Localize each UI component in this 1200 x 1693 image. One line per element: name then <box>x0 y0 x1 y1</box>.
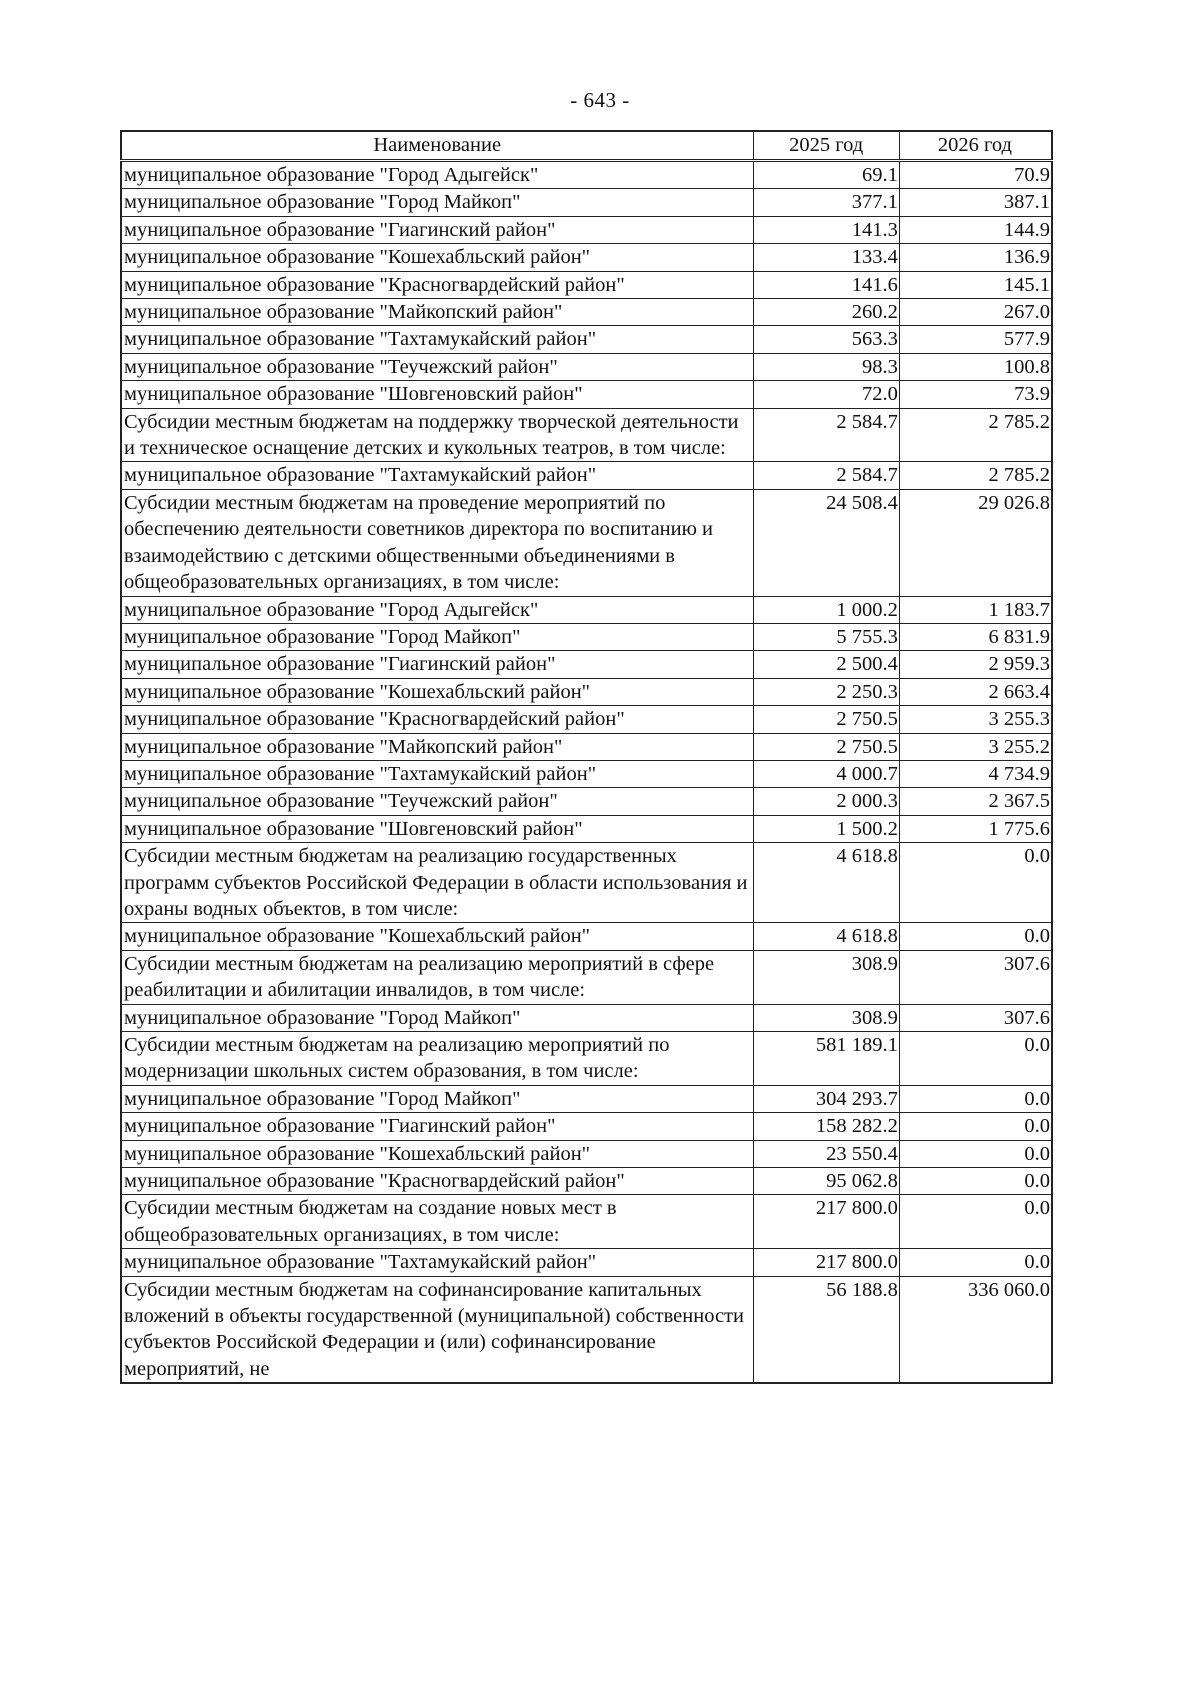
table-row <box>121 353 1052 380</box>
row-name-cell: муниципальное образование "Тахтамукайский район" <box>121 1249 754 1276</box>
row-name-cell: муниципальное образование "Город Адыгейск" <box>121 161 754 189</box>
row-name-cell: Субсидии местным бюджетам на проведение мероприятий по обеспечению деятельности советников директора по воспитанию и взаимодействию с детскими общественными объединениями в общеобразовательных организациях, в том числе: <box>121 489 754 596</box>
table-row <box>121 843 1052 923</box>
table-row <box>121 271 1052 298</box>
row-name-cell: Субсидии местным бюджетам на поддержку творческой деятельности и техническое оснащение детских и кукольных театров, в том числе: <box>121 408 754 462</box>
row-2026-cell: 577.9 <box>899 326 1052 353</box>
row-2026-cell: 0.0 <box>899 1249 1052 1276</box>
row-2026-cell: 3 255.2 <box>899 733 1052 760</box>
row-name-cell: муниципальное образование "Кошехабльский район" <box>121 678 754 705</box>
row-2025-cell: 1 000.2 <box>754 596 900 623</box>
table-row <box>121 733 1052 760</box>
row-name-cell: муниципальное образование "Теучежский район" <box>121 788 754 815</box>
row-2025-cell: 2 584.7 <box>754 408 900 462</box>
row-2025-cell: 2 584.7 <box>754 462 900 489</box>
table-header-row <box>121 131 1052 161</box>
row-2026-cell: 307.6 <box>899 1004 1052 1031</box>
row-name-cell: муниципальное образование "Город Майкоп" <box>121 189 754 216</box>
row-2025-cell: 23 550.4 <box>754 1140 900 1167</box>
budget-table <box>120 130 1053 1384</box>
row-name-cell: муниципальное образование "Город Майкоп" <box>121 1085 754 1112</box>
row-name-cell: Субсидии местным бюджетам на реализацию мероприятий в сфере реабилитации и абилитации инвалидов, в том числе: <box>121 950 754 1004</box>
row-2025-cell: 5 755.3 <box>754 623 900 650</box>
row-2026-cell: 29 026.8 <box>899 489 1052 596</box>
table-row <box>121 1168 1052 1195</box>
row-name-cell: муниципальное образование "Красногвардейский район" <box>121 706 754 733</box>
row-name-cell: муниципальное образование "Майкопский район" <box>121 299 754 326</box>
row-2026-cell: 0.0 <box>899 1113 1052 1140</box>
table-row <box>121 788 1052 815</box>
row-2026-cell: 136.9 <box>899 244 1052 271</box>
row-2026-cell: 0.0 <box>899 1140 1052 1167</box>
row-name-cell: Субсидии местным бюджетам на софинансирование капитальных вложений в объекты государственной (муниципальной) собственности субъектов Российской Федерации и (или) софинансирование мероприятий, не <box>121 1276 754 1383</box>
row-2025-cell: 217 800.0 <box>754 1195 900 1249</box>
table-row <box>121 189 1052 216</box>
table-row <box>121 408 1052 462</box>
row-2025-cell: 141.6 <box>754 271 900 298</box>
table-row <box>121 1249 1052 1276</box>
row-2025-cell: 563.3 <box>754 326 900 353</box>
row-2026-cell: 387.1 <box>899 189 1052 216</box>
table-row <box>121 326 1052 353</box>
header-2026: 2026 год <box>899 131 1052 161</box>
row-2025-cell: 158 282.2 <box>754 1113 900 1140</box>
row-2026-cell: 6 831.9 <box>899 623 1052 650</box>
row-name-cell: Субсидии местным бюджетам на реализацию мероприятий по модернизации школьных систем образования, в том числе: <box>121 1032 754 1086</box>
row-2026-cell: 336 060.0 <box>899 1276 1052 1383</box>
row-2025-cell: 72.0 <box>754 381 900 408</box>
row-2025-cell: 2 750.5 <box>754 706 900 733</box>
row-name-cell: муниципальное образование "Город Майкоп" <box>121 1004 754 1031</box>
row-name-cell: муниципальное образование "Кошехабльский район" <box>121 244 754 271</box>
table-row <box>121 623 1052 650</box>
row-2026-cell: 1 183.7 <box>899 596 1052 623</box>
row-name-cell: муниципальное образование "Шовгеновский район" <box>121 381 754 408</box>
row-2025-cell: 141.3 <box>754 216 900 243</box>
row-name-cell: муниципальное образование "Кошехабльский район" <box>121 1140 754 1167</box>
row-2025-cell: 581 189.1 <box>754 1032 900 1086</box>
table-row <box>121 1195 1052 1249</box>
table-row <box>121 923 1052 950</box>
table-row <box>121 161 1052 189</box>
row-2026-cell: 100.8 <box>899 353 1052 380</box>
row-2025-cell: 308.9 <box>754 1004 900 1031</box>
header-name: Наименование <box>121 131 754 161</box>
table-row <box>121 678 1052 705</box>
row-name-cell: муниципальное образование "Тахтамукайский район" <box>121 760 754 787</box>
table-row <box>121 462 1052 489</box>
row-2026-cell: 3 255.3 <box>899 706 1052 733</box>
row-2025-cell: 2 250.3 <box>754 678 900 705</box>
row-name-cell: муниципальное образование "Майкопский район" <box>121 733 754 760</box>
row-2026-cell: 70.9 <box>899 161 1052 189</box>
row-2026-cell: 0.0 <box>899 923 1052 950</box>
table-row <box>121 1140 1052 1167</box>
row-name-cell: муниципальное образование "Красногвардейский район" <box>121 1168 754 1195</box>
table-body <box>121 161 1052 1384</box>
row-name-cell: муниципальное образование "Город Адыгейск" <box>121 596 754 623</box>
row-2026-cell: 0.0 <box>899 1085 1052 1112</box>
table-row <box>121 1085 1052 1112</box>
table-row <box>121 1032 1052 1086</box>
row-2025-cell: 4 618.8 <box>754 843 900 923</box>
table-row <box>121 244 1052 271</box>
row-2025-cell: 304 293.7 <box>754 1085 900 1112</box>
row-name-cell: муниципальное образование "Красногвардейский район" <box>121 271 754 298</box>
row-2025-cell: 2 500.4 <box>754 651 900 678</box>
row-2025-cell: 133.4 <box>754 244 900 271</box>
row-2025-cell: 2 000.3 <box>754 788 900 815</box>
table-row <box>121 596 1052 623</box>
table-row <box>121 489 1052 596</box>
row-2026-cell: 2 367.5 <box>899 788 1052 815</box>
row-2026-cell: 2 785.2 <box>899 462 1052 489</box>
row-2025-cell: 308.9 <box>754 950 900 1004</box>
row-name-cell: муниципальное образование "Гиагинский район" <box>121 651 754 678</box>
row-2026-cell: 4 734.9 <box>899 760 1052 787</box>
row-2025-cell: 217 800.0 <box>754 1249 900 1276</box>
row-2025-cell: 260.2 <box>754 299 900 326</box>
row-name-cell: муниципальное образование "Теучежский район" <box>121 353 754 380</box>
table-row <box>121 651 1052 678</box>
table-row <box>121 216 1052 243</box>
row-name-cell: муниципальное образование "Тахтамукайский район" <box>121 462 754 489</box>
row-2025-cell: 24 508.4 <box>754 489 900 596</box>
row-2026-cell: 0.0 <box>899 843 1052 923</box>
row-name-cell: муниципальное образование "Гиагинский район" <box>121 1113 754 1140</box>
table-row <box>121 1004 1052 1031</box>
row-2025-cell: 4 618.8 <box>754 923 900 950</box>
row-name-cell: муниципальное образование "Гиагинский район" <box>121 216 754 243</box>
row-2026-cell: 2 663.4 <box>899 678 1052 705</box>
row-2026-cell: 73.9 <box>899 381 1052 408</box>
row-2026-cell: 1 775.6 <box>899 815 1052 842</box>
row-name-cell: муниципальное образование "Тахтамукайский район" <box>121 326 754 353</box>
row-2025-cell: 56 188.8 <box>754 1276 900 1383</box>
row-2025-cell: 4 000.7 <box>754 760 900 787</box>
row-2026-cell: 267.0 <box>899 299 1052 326</box>
row-2025-cell: 95 062.8 <box>754 1168 900 1195</box>
table-row <box>121 381 1052 408</box>
row-2025-cell: 69.1 <box>754 161 900 189</box>
row-2025-cell: 2 750.5 <box>754 733 900 760</box>
row-name-cell: Субсидии местным бюджетам на создание новых мест в общеобразовательных организациях, в том числе: <box>121 1195 754 1249</box>
table-row <box>121 950 1052 1004</box>
row-2026-cell: 2 959.3 <box>899 651 1052 678</box>
table-row <box>121 815 1052 842</box>
row-name-cell: Субсидии местным бюджетам на реализацию государственных программ субъектов Российской Федерации в области использования и охраны водных объектов, в том числе: <box>121 843 754 923</box>
row-2026-cell: 0.0 <box>899 1032 1052 1086</box>
row-2026-cell: 2 785.2 <box>899 408 1052 462</box>
table-row <box>121 1276 1052 1383</box>
row-2026-cell: 0.0 <box>899 1195 1052 1249</box>
page-number: - 643 - <box>570 88 630 112</box>
table-row <box>121 1113 1052 1140</box>
table-row <box>121 706 1052 733</box>
row-2026-cell: 144.9 <box>899 216 1052 243</box>
table-row <box>121 299 1052 326</box>
header-2025: 2025 год <box>754 131 900 161</box>
row-name-cell: муниципальное образование "Кошехабльский район" <box>121 923 754 950</box>
row-name-cell: муниципальное образование "Шовгеновский район" <box>121 815 754 842</box>
row-2025-cell: 377.1 <box>754 189 900 216</box>
table-row <box>121 760 1052 787</box>
row-2026-cell: 0.0 <box>899 1168 1052 1195</box>
row-2025-cell: 98.3 <box>754 353 900 380</box>
row-name-cell: муниципальное образование "Город Майкоп" <box>121 623 754 650</box>
row-2025-cell: 1 500.2 <box>754 815 900 842</box>
row-2026-cell: 145.1 <box>899 271 1052 298</box>
row-2026-cell: 307.6 <box>899 950 1052 1004</box>
